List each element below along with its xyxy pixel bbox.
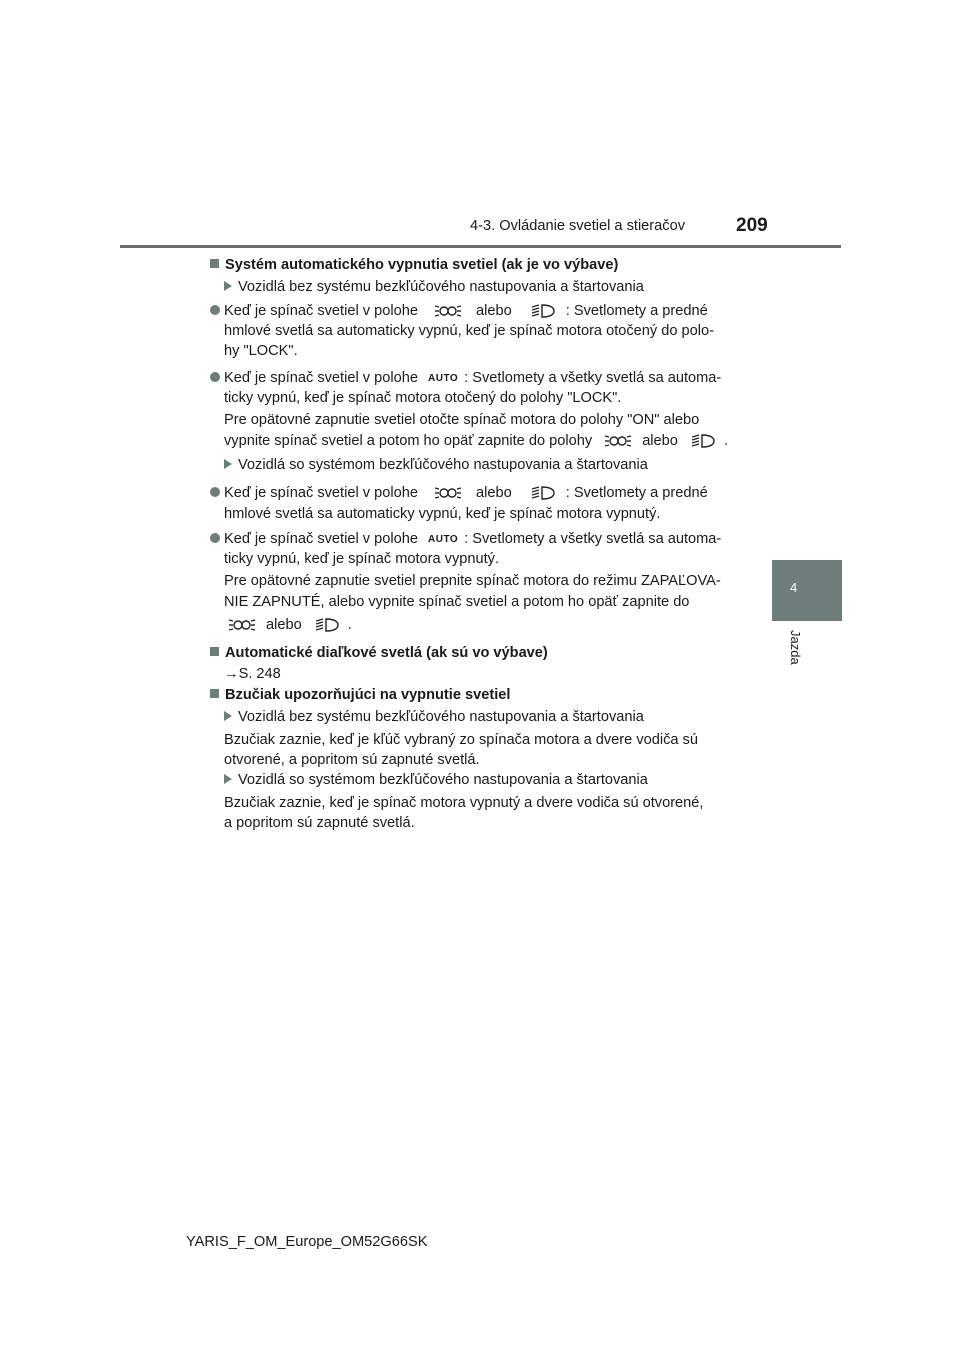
subsection-no-smart-key: Vozidlá bez systému bezkľúčového nastupovania a štartovania (224, 277, 769, 298)
section-heading-auto-high-beam: Automatické diaľkové svetlá (ak sú vo výbave) (210, 643, 755, 664)
bullet-4: Keď je spínač svetiel v polohe AUTO : Svetlomety a všetky svetlá sa automa- (210, 529, 755, 552)
square-bullet-icon (210, 689, 219, 698)
paragraph-2-line1: Pre opätovné zapnutie svetiel prepnite spínač motora do režimu ZAPAĽOVA- (224, 573, 721, 589)
triangle-bullet-icon (224, 459, 232, 469)
subsection-smart-key-2: Vozidlá so systémom bezkľúčového nastupovania a štartovania (224, 770, 769, 791)
chapter-tab-label: Jazda (788, 630, 803, 665)
bullet-1-line3: hy "LOCK". (224, 343, 298, 359)
square-bullet-icon (210, 259, 219, 268)
paragraph-4-line2: a popritom sú zapnuté svetlá. (224, 815, 415, 831)
section-heading-auto-off: Systém automatického vypnutia svetiel (ak je vo výbave) (210, 255, 755, 276)
header-rule (120, 245, 841, 248)
paragraph-4-line1: Bzučiak zaznie, keď je spínač motora vypnutý a dvere vodiča sú otvorené, (224, 795, 704, 811)
paragraph-2-line3: alebo . (224, 615, 769, 636)
triangle-bullet-icon (224, 711, 232, 721)
circle-bullet-icon (210, 487, 220, 497)
parking-light-icon (434, 485, 462, 501)
headlight-icon (530, 303, 556, 319)
headlight-icon (690, 433, 716, 449)
circle-bullet-icon (210, 305, 220, 315)
paragraph-2-line2: NIE ZAPNUTÉ, alebo vypnite spínač svetiel a potom ho opäť zapnite do (224, 594, 690, 610)
parking-light-icon (434, 303, 462, 319)
subsection-no-smart-key-2: Vozidlá bez systému bezkľúčového nastupovania a štartovania (224, 707, 769, 728)
chapter-tab (772, 560, 842, 621)
bullet-3-line2: hmlové svetlá sa automaticky vypnú, keď je spínač motora vypnutý. (224, 506, 661, 522)
paragraph-3-line2: otvorené, a popritom sú zapnuté svetlá. (224, 752, 480, 768)
bullet-1-line2: hmlové svetlá sa automaticky vypnú, keď je spínač motora otočený do polo- (224, 323, 715, 339)
auto-light-icon: AUTO (428, 373, 459, 384)
circle-bullet-icon (210, 372, 220, 382)
section-heading-buzzer: Bzučiak upozorňujúci na vypnutie svetiel (210, 685, 755, 706)
bullet-2: Keď je spínač svetiel v polohe AUTO : Svetlomety a všetky svetlá sa automa- (210, 368, 755, 391)
paragraph-3-line1: Bzučiak zaznie, keď je kľúč vybraný zo spínača motora a dvere vodiča sú (224, 732, 698, 748)
document-id: YARIS_F_OM_Europe_OM52G66SK (186, 1234, 428, 1250)
circle-bullet-icon (210, 533, 220, 543)
bullet-2-line2: ticky vypnú, keď je spínač motora otočený do polohy "LOCK". (224, 390, 622, 406)
bullet-3: Keď je spínač svetiel v polohe alebo : Svetlomety a predné (210, 483, 755, 504)
page-number: 209 (736, 215, 768, 236)
headlight-icon (530, 485, 556, 501)
paragraph-1-line1: Pre opätovné zapnutie svetiel otočte spínač motora do polohy "ON" alebo (224, 412, 700, 428)
parking-light-icon (228, 617, 256, 633)
paragraph-1-line2: vypnite spínač svetiel a potom ho opäť zapnite do polohy alebo . (224, 433, 729, 449)
auto-light-icon: AUTO (428, 534, 459, 545)
page-reference[interactable]: →S. 248 (224, 666, 281, 682)
square-bullet-icon (210, 647, 219, 656)
subsection-smart-key: Vozidlá so systémom bezkľúčového nastupovania a štartovania (224, 455, 769, 476)
parking-light-icon (604, 433, 632, 449)
bullet-1: Keď je spínač svetiel v polohe alebo : Svetlomety a predné (210, 301, 755, 322)
headlight-icon (314, 617, 340, 633)
bullet-4-line2: ticky vypnú, keď je spínač motora vypnutý. (224, 551, 500, 567)
chapter-title: 4-3. Ovládanie svetiel a stieračov (470, 218, 685, 234)
triangle-bullet-icon (224, 281, 232, 291)
chapter-tab-number: 4 (790, 580, 798, 595)
triangle-bullet-icon (224, 774, 232, 784)
